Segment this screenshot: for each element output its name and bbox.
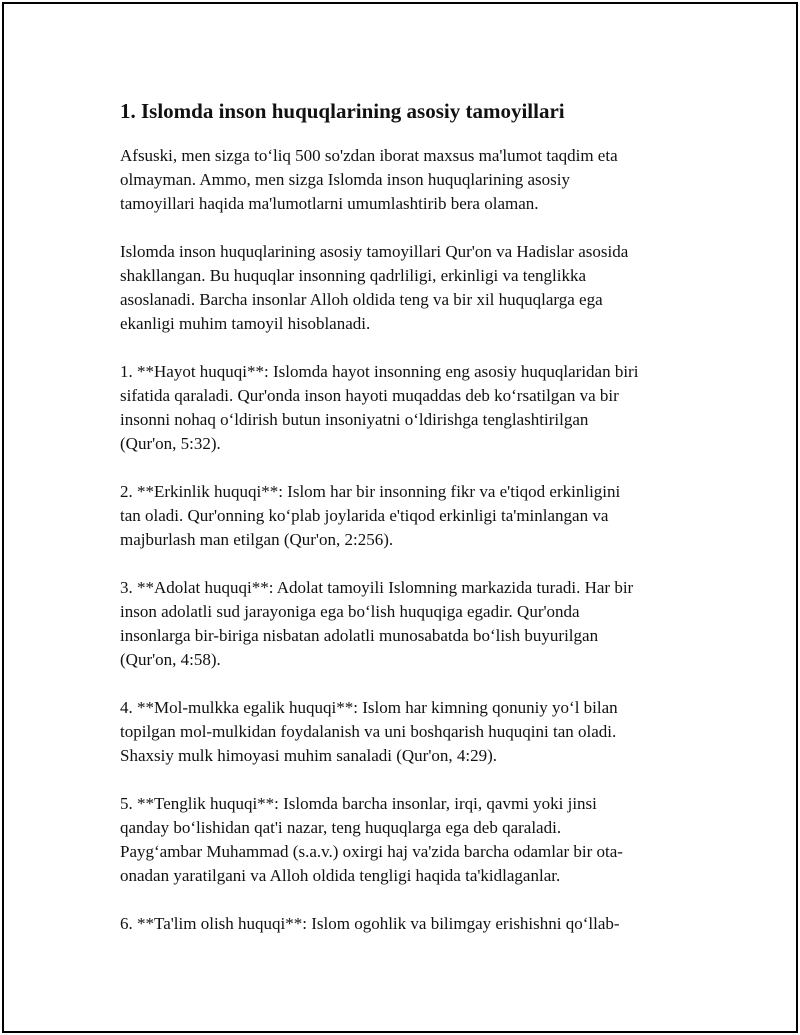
text-line: inson adolatli sud jarayoniga ega bo‘lish huquqiga egadir. Qur'onda xyxy=(120,602,580,621)
text-line: 4. **Mol-mulkka egalik huquqi**: Islom har kimning qonuniy yo‘l bilan xyxy=(120,698,618,717)
text-line: 5. **Tenglik huquqi**: Islomda barcha insonlar, irqi, qavmi yoki jinsi xyxy=(120,794,597,813)
text-line: qanday bo‘lishidan qat'i nazar, teng huquqlarga ega deb qaraladi. xyxy=(120,818,562,837)
text-line: sifatida qaraladi. Qur'onda inson hayoti muqaddas deb ko‘rsatilgan va bir xyxy=(120,386,619,405)
text-line: onadan yaratilgani va Alloh oldida tengligi haqida ta'kidlaganlar. xyxy=(120,866,561,885)
text-line: 3. **Adolat huquqi**: Adolat tamoyili Islomning markazida turadi. Har bir xyxy=(120,578,634,597)
text-line: 6. **Ta'lim olish huquqi**: Islom ogohlik va bilimgay erishishni qo‘llab- xyxy=(120,914,620,933)
paragraph-right-to-justice xyxy=(120,576,700,672)
text-line: majburlash man etilgan (Qur'on, 2:256). xyxy=(120,530,394,549)
text-line: (Qur'on, 4:58). xyxy=(120,650,221,669)
paragraph-right-to-life xyxy=(120,360,700,456)
text-line: Payg‘ambar Muhammad (s.a.v.) oxirgi haj va'zida barcha odamlar bir ota- xyxy=(120,842,623,861)
document-body xyxy=(120,98,700,960)
paragraph-right-to-freedom xyxy=(120,480,700,552)
paragraph-overview xyxy=(120,240,700,336)
text-line: insonlarga bir-biriga nisbatan adolatli munosabatda bo‘lish buyurilgan xyxy=(120,626,599,645)
text-line: ekanligi muhim tamoyil hisoblanadi. xyxy=(120,314,371,333)
document-title: 1. Islomda inson huquqlarining asosiy tamoyillari xyxy=(120,99,565,123)
text-line: Afsuski, men sizga to‘liq 500 so'zdan iborat maxsus ma'lumot taqdim eta xyxy=(120,146,618,165)
paragraph-right-to-equality xyxy=(120,792,700,888)
text-line: tan oladi. Qur'onning ko‘plab joylarida e'tiqod erkinligi ta'minlangan va xyxy=(120,506,609,525)
text-line: tamoyillari haqida ma'lumotlarni umumlashtirib bera olaman. xyxy=(120,194,539,213)
text-line: topilgan mol-mulkidan foydalanish va uni boshqarish huquqini tan oladi. xyxy=(120,722,617,741)
paragraph-intro xyxy=(120,144,700,216)
text-line: 1. **Hayot huquqi**: Islomda hayot insonning eng asosiy huquqlaridan biri xyxy=(120,362,639,381)
text-line: (Qur'on, 5:32). xyxy=(120,434,221,453)
text-line: Islomda inson huquqlarining asosiy tamoyillari Qur'on va Hadislar asosida xyxy=(120,242,629,261)
text-line: insonni nohaq o‘ldirish butun insoniyatni o‘ldirishga tenglashtirilgan xyxy=(120,410,589,429)
text-line: Shaxsiy mulk himoyasi muhim sanaladi (Qur'on, 4:29). xyxy=(120,746,498,765)
text-line: asoslanadi. Barcha insonlar Alloh oldida teng va bir xil huquqlarga ega xyxy=(120,290,603,309)
text-line: 2. **Erkinlik huquqi**: Islom har bir insonning fikr va e'tiqod erkinligini xyxy=(120,482,621,501)
document-page xyxy=(2,2,798,1033)
paragraph-right-to-education xyxy=(120,912,700,936)
paragraph-right-to-property xyxy=(120,696,700,768)
text-line: olmayman. Ammo, men sizga Islomda inson huquqlarining asosiy xyxy=(120,170,570,189)
text-line: shakllangan. Bu huquqlar insonning qadrliligi, erkinligi va tenglikka xyxy=(120,266,587,285)
